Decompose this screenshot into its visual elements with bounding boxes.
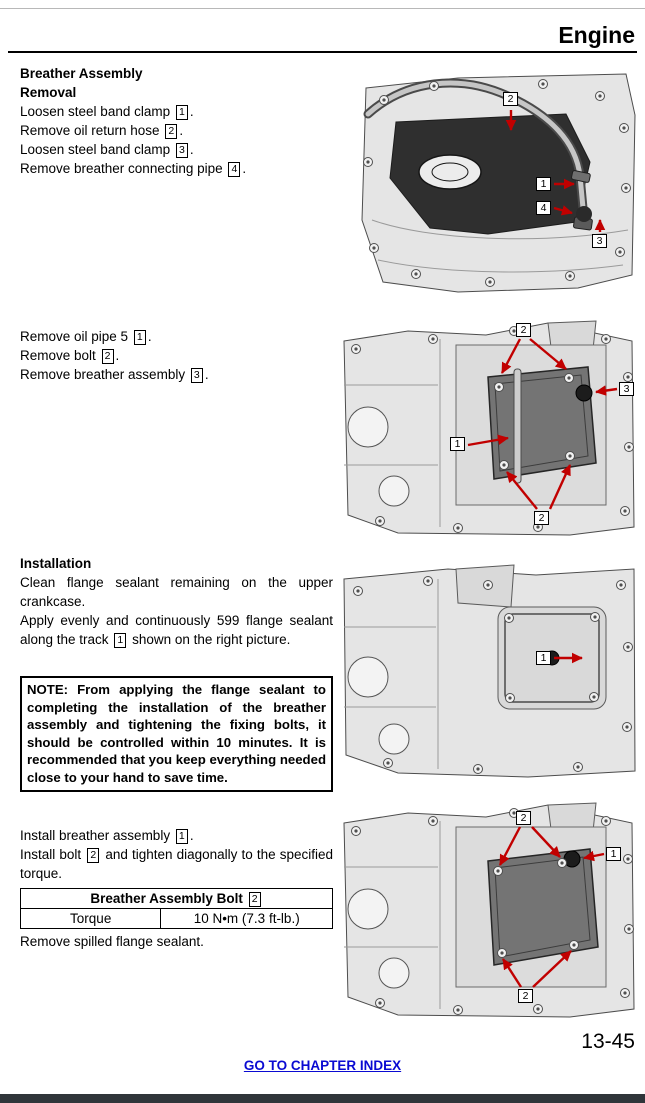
step-text: Remove breather connecting pipe bbox=[20, 161, 227, 176]
removal2-step-3 bbox=[20, 365, 333, 384]
callout-ref: 3 bbox=[191, 368, 203, 383]
install-step-2 bbox=[20, 845, 333, 883]
step-text: Remove oil return hose bbox=[20, 123, 164, 138]
chapter-index-link[interactable]: GO TO CHAPTER INDEX bbox=[243, 1058, 402, 1073]
callout-ref: 2 bbox=[102, 349, 114, 364]
step-text: Loosen steel band clamp bbox=[20, 142, 174, 157]
callout-ref: 2 bbox=[165, 124, 177, 139]
chapter-title: Engine bbox=[558, 22, 635, 48]
final-step bbox=[20, 932, 333, 951]
removal-step-1 bbox=[20, 102, 333, 121]
callout-ref: 1 bbox=[134, 330, 146, 345]
callout-box: 2 bbox=[516, 811, 531, 825]
torque-table-title bbox=[21, 889, 333, 909]
step-text: Loosen steel band clamp bbox=[20, 104, 174, 119]
torque-label-cell: Torque bbox=[21, 909, 161, 929]
installation-para-2 bbox=[20, 611, 333, 649]
install-step-1 bbox=[20, 826, 333, 845]
step-text: Install bolt bbox=[20, 847, 86, 862]
callout-box: 2 bbox=[503, 92, 518, 106]
breather-assembly-heading: Breather Assembly bbox=[20, 66, 143, 81]
callout-ref: 2 bbox=[87, 848, 99, 863]
callout-box: 1 bbox=[606, 847, 621, 861]
top-rule bbox=[0, 8, 645, 9]
removal-heading: Removal bbox=[20, 85, 77, 100]
step-text: Install breather assembly bbox=[20, 828, 174, 843]
step-text: . bbox=[189, 142, 194, 157]
step-text: Remove oil pipe 5 bbox=[20, 329, 132, 344]
section-installation bbox=[20, 554, 333, 649]
removal-step-2 bbox=[20, 121, 333, 140]
section-install-steps bbox=[20, 826, 333, 883]
removal-step-3 bbox=[20, 140, 333, 159]
figure-breather-assembly-removal bbox=[338, 315, 638, 540]
table-title-ref: 2 bbox=[249, 892, 261, 907]
callout-box: 3 bbox=[619, 382, 634, 396]
final-step-text: Remove spilled flange sealant. bbox=[20, 934, 204, 949]
installation-heading: Installation bbox=[20, 556, 92, 571]
engine-illustration-top-view bbox=[338, 70, 638, 295]
callout-box: 2 bbox=[518, 989, 533, 1003]
torque-spec bbox=[20, 888, 333, 929]
callout-box: 2 bbox=[516, 323, 531, 337]
step-text: . bbox=[189, 828, 194, 843]
step-text: . bbox=[179, 123, 184, 138]
callout-ref: 1 bbox=[176, 829, 188, 844]
callout-box: 3 bbox=[592, 234, 607, 248]
callout-ref: 1 bbox=[114, 633, 126, 648]
torque-value-cell: 10 N•m (7.3 ft-lb.) bbox=[161, 909, 333, 929]
step-text: Remove bolt bbox=[20, 348, 100, 363]
note-box: NOTE: From applying the flange sealant to completing the installation of the breather assembly and tightening the fixing bolts, it should be controlled within 10 minutes. It is recommended that you keep everything needed close to your hand to save time. bbox=[20, 676, 333, 792]
callout-box: 1 bbox=[536, 651, 551, 665]
engine-illustration-breather-install bbox=[338, 797, 638, 1022]
callout-box: 1 bbox=[536, 177, 551, 191]
step-text: . bbox=[115, 348, 120, 363]
removal2-step-2 bbox=[20, 346, 333, 365]
section-removal-2 bbox=[20, 327, 333, 384]
callout-box: 4 bbox=[536, 201, 551, 215]
installation-para-1: Clean flange sealant remaining on the upper crankcase. bbox=[20, 575, 333, 609]
note-block bbox=[20, 676, 333, 792]
step-text: and tighten diagonally to the specified torque. bbox=[20, 847, 333, 881]
table-title-text: Breather Assembly Bolt bbox=[90, 891, 247, 906]
step-text: . bbox=[242, 161, 247, 176]
callout-ref: 4 bbox=[228, 162, 240, 177]
step-text: shown on the right picture. bbox=[128, 632, 291, 647]
callout-box: 1 bbox=[450, 437, 465, 451]
callout-box: 2 bbox=[534, 511, 549, 525]
step-text: . bbox=[189, 104, 194, 119]
header-divider bbox=[8, 51, 637, 53]
engine-illustration-sealant-track bbox=[338, 557, 638, 782]
engine-illustration-breather-removal bbox=[338, 315, 638, 540]
callout-ref: 1 bbox=[176, 105, 188, 120]
figure-sealant-track bbox=[338, 557, 638, 782]
callout-ref: 3 bbox=[176, 143, 188, 158]
figure-breather-assembly-install bbox=[338, 797, 638, 1022]
removal-step-4 bbox=[20, 159, 333, 178]
removal2-step-1 bbox=[20, 327, 333, 346]
step-text: Remove breather assembly bbox=[20, 367, 189, 382]
figure-breather-pipe-removal bbox=[338, 70, 638, 295]
footer-bar bbox=[0, 1094, 645, 1103]
page-number: 13-45 bbox=[581, 1030, 635, 1053]
section-removal bbox=[20, 64, 333, 178]
torque-table bbox=[20, 888, 333, 929]
step-text: . bbox=[204, 367, 209, 382]
step-text: Apply evenly and continuously 599 flange sealant along the track bbox=[20, 613, 333, 647]
step-text: . bbox=[147, 329, 152, 344]
